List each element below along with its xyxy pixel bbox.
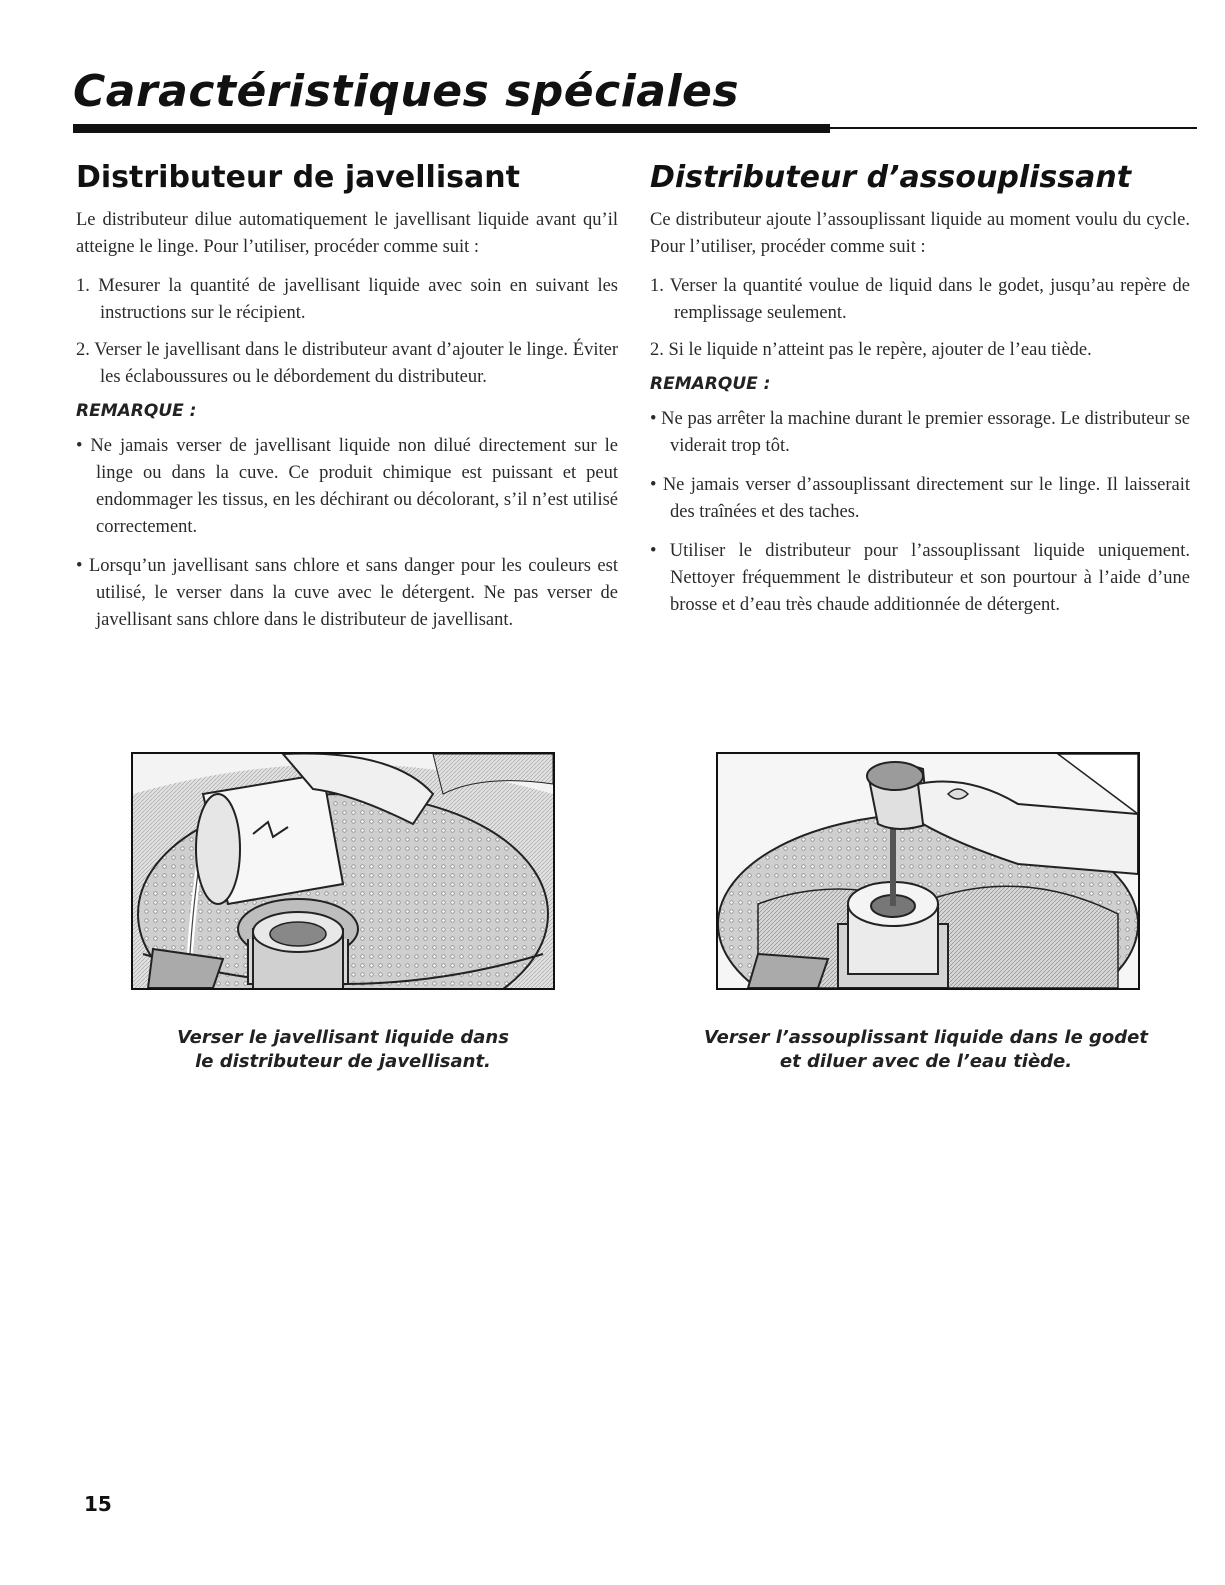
bleach-figure-caption bbox=[131, 1026, 555, 1074]
softener-caption-line-1: Verser l’assouplissant liquide dans le godet bbox=[703, 1027, 1148, 1048]
softener-note-2: • Ne jamais verser d’assouplissant directement sur le linge. Il laisserait des traînées et des taches. bbox=[650, 475, 1190, 522]
bleach-intro: Le distributeur dilue automatiquement le javellisant liquide avant qu’il atteigne le linge. Pour l’utiliser, procéder comme suit : bbox=[76, 210, 618, 257]
softener-note-3: • Utiliser le distributeur pour l’assouplissant liquide uniquement. Nettoyer fréquemment le distributeur et son pourtour à l’aide d’une brosse et d’eau très chaude additionnée de détergent. bbox=[650, 541, 1190, 615]
bleach-note-2: • Lorsqu’un javellisant sans chlore et sans danger pour les couleurs est utilisé, le verser dans la cuve avec le détergent. Ne pas verser de javellisant sans chlore dans le distributeur de javellisant. bbox=[76, 556, 618, 630]
bleach-pouring-illustration bbox=[131, 752, 555, 990]
bleach-note-1: • Ne jamais verser de javellisant liquide non dilué directement sur le linge ou dans la cuve. Ce produit chimique est puissant et peut endommager les tissus, en les déchirant ou décolorant, s’il n’est utilisé correctement. bbox=[76, 436, 618, 537]
softener-step-2: 2. Si le liquide n’atteint pas le repère, ajouter de l’eau tiède. bbox=[650, 340, 1092, 360]
softener-dispenser-section bbox=[650, 160, 1190, 631]
bleach-remark-label: REMARQUE : bbox=[76, 401, 197, 421]
bleach-caption-line-1: Verser le javellisant liquide dans bbox=[177, 1027, 509, 1048]
softener-pouring-illustration bbox=[716, 752, 1140, 990]
bleach-dispenser-section bbox=[76, 160, 618, 646]
bleach-dispenser-heading: Distributeur de javellisant bbox=[76, 160, 520, 195]
softener-intro: Ce distributeur ajoute l’assouplissant liquide au moment voulu du cycle. Pour l’utiliser, procéder comme suit : bbox=[650, 210, 1190, 257]
bleach-caption-line-2: le distributeur de javellisant. bbox=[195, 1051, 491, 1072]
title-rule-thin bbox=[830, 127, 1197, 129]
bleach-step-2: 2. Verser le javellisant dans le distributeur avant d’ajouter le linge. Éviter les éclaboussures ou le débordement du distributeur. bbox=[76, 340, 618, 387]
softener-caption-line-2: et diluer avec de l’eau tiède. bbox=[779, 1051, 1073, 1072]
softener-step-1: 1. Verser la quantité voulue de liquid dans le godet, jusqu’au repère de remplissage seulement. bbox=[650, 276, 1190, 323]
page-title: Caractéristiques spéciales bbox=[73, 66, 740, 117]
softener-note-1: • Ne pas arrêter la machine durant le premier essorage. Le distributeur se viderait trop tôt. bbox=[650, 409, 1190, 456]
bleach-step-1: 1. Mesurer la quantité de javellisant liquide avec soin en suivant les instructions sur le récipient. bbox=[76, 276, 618, 323]
softener-remark-label: REMARQUE : bbox=[650, 374, 771, 394]
softener-dispenser-heading: Distributeur d’assouplissant bbox=[650, 160, 1132, 195]
title-rule-thick bbox=[73, 124, 830, 133]
page-number: 15 bbox=[84, 1492, 112, 1516]
softener-figure-caption bbox=[700, 1026, 1152, 1074]
